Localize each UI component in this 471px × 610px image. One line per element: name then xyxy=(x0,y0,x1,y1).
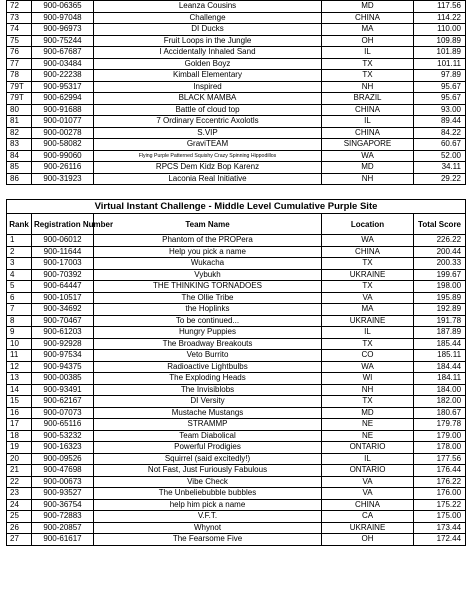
registration-number-cell: 900-93527 xyxy=(32,488,94,500)
registration-number-cell: 900-97534 xyxy=(32,350,94,362)
rank-cell: 10 xyxy=(7,338,32,350)
registration-number-cell: 900-09526 xyxy=(32,453,94,465)
location-cell: WA xyxy=(322,150,414,162)
total-score-cell: 175.22 xyxy=(414,499,466,511)
table-row xyxy=(7,1,466,13)
rank-cell: 19 xyxy=(7,442,32,454)
rank-cell: 17 xyxy=(7,419,32,431)
team-name-cell: Flying Purple Patterned Squishy Crazy Spinning Hippodillos xyxy=(94,150,322,162)
location-cell: UKRAINE xyxy=(322,269,414,281)
total-score-cell: 226.22 xyxy=(414,235,466,247)
table-row xyxy=(7,292,466,304)
total-score-cell: 179.00 xyxy=(414,430,466,442)
header-registration-number: Registration Number xyxy=(32,214,94,235)
total-score-cell: 175.00 xyxy=(414,511,466,523)
team-name-cell: Leanza Cousins xyxy=(94,1,322,13)
location-cell: MD xyxy=(322,162,414,174)
table-row xyxy=(7,127,466,139)
location-cell: VA xyxy=(322,488,414,500)
registration-number-cell: 900-11644 xyxy=(32,246,94,258)
total-score-cell: 114.22 xyxy=(414,12,466,24)
team-name-cell: Vybukh xyxy=(94,269,322,281)
team-name-cell: THE THINKING TORNADOES xyxy=(94,281,322,293)
total-score-cell: 109.89 xyxy=(414,35,466,47)
table-row xyxy=(7,162,466,174)
registration-number-cell: 900-16323 xyxy=(32,442,94,454)
registration-number-cell: 900-03484 xyxy=(32,58,94,70)
table-row xyxy=(7,476,466,488)
team-name-cell: STRAMMP xyxy=(94,419,322,431)
location-cell: TX xyxy=(322,338,414,350)
registration-number-cell: 900-07073 xyxy=(32,407,94,419)
rank-cell: 86 xyxy=(7,173,32,185)
registration-number-cell: 900-22238 xyxy=(32,70,94,82)
team-name-cell: V.F.T. xyxy=(94,511,322,523)
rank-cell: 74 xyxy=(7,24,32,36)
rank-cell: 79T xyxy=(7,81,32,93)
team-name-cell: 7 Ordinary Eccentric Axolotls xyxy=(94,116,322,128)
team-name-cell: Squirrel (said excitedly!) xyxy=(94,453,322,465)
registration-number-cell: 900-00278 xyxy=(32,127,94,139)
team-name-cell: Kimball Elementary xyxy=(94,70,322,82)
total-score-cell: 187.89 xyxy=(414,327,466,339)
location-cell: IL xyxy=(322,47,414,59)
registration-number-cell: 900-99060 xyxy=(32,150,94,162)
rank-cell: 20 xyxy=(7,453,32,465)
total-score-cell: 101.89 xyxy=(414,47,466,59)
rank-cell: 13 xyxy=(7,373,32,385)
rank-cell: 79T xyxy=(7,93,32,105)
rank-cell: 24 xyxy=(7,499,32,511)
registration-number-cell: 900-34692 xyxy=(32,304,94,316)
total-score-cell: 199.67 xyxy=(414,269,466,281)
location-cell: TX xyxy=(322,258,414,270)
registration-number-cell: 900-65116 xyxy=(32,419,94,431)
registration-number-cell: 900-61203 xyxy=(32,327,94,339)
total-score-cell: 117.56 xyxy=(414,1,466,13)
location-cell: UKRAINE xyxy=(322,315,414,327)
registration-number-cell: 900-70467 xyxy=(32,315,94,327)
team-name-cell: GraviTEAM xyxy=(94,139,322,151)
top-results-body xyxy=(7,1,466,185)
rank-cell: 4 xyxy=(7,269,32,281)
total-score-cell: 195.89 xyxy=(414,292,466,304)
location-cell: CHINA xyxy=(322,12,414,24)
rank-cell: 11 xyxy=(7,350,32,362)
top-results-table xyxy=(6,0,466,185)
total-score-cell: 60.67 xyxy=(414,139,466,151)
registration-number-cell: 900-06012 xyxy=(32,235,94,247)
location-cell: MD xyxy=(322,407,414,419)
rank-cell: 2 xyxy=(7,246,32,258)
table-row xyxy=(7,235,466,247)
table-title: Virtual Instant Challenge - Middle Level Cumulative Purple Site xyxy=(7,200,466,214)
team-name-cell: Powerful Prodigies xyxy=(94,442,322,454)
table-row xyxy=(7,70,466,82)
rank-cell: 75 xyxy=(7,35,32,47)
table-row xyxy=(7,465,466,477)
location-cell: CHINA xyxy=(322,104,414,116)
total-score-cell: 184.00 xyxy=(414,384,466,396)
team-name-cell: DI Versity xyxy=(94,396,322,408)
team-name-cell: The Exploding Heads xyxy=(94,373,322,385)
team-name-cell: Fruit Loops in the Jungle xyxy=(94,35,322,47)
registration-number-cell: 900-75244 xyxy=(32,35,94,47)
rank-cell: 12 xyxy=(7,361,32,373)
total-score-cell: 95.67 xyxy=(414,81,466,93)
location-cell: MA xyxy=(322,304,414,316)
total-score-cell: 192.89 xyxy=(414,304,466,316)
table-row xyxy=(7,315,466,327)
team-name-cell: Golden Boyz xyxy=(94,58,322,70)
team-name-cell: Phantom of the PROPera xyxy=(94,235,322,247)
rank-cell: 73 xyxy=(7,12,32,24)
registration-number-cell: 900-95317 xyxy=(32,81,94,93)
total-score-cell: 200.33 xyxy=(414,258,466,270)
location-cell: SINGAPORE xyxy=(322,139,414,151)
location-cell: IL xyxy=(322,116,414,128)
total-score-cell: 185.44 xyxy=(414,338,466,350)
rank-cell: 22 xyxy=(7,476,32,488)
location-cell: CO xyxy=(322,350,414,362)
team-name-cell: Challenge xyxy=(94,12,322,24)
rank-cell: 16 xyxy=(7,407,32,419)
location-cell: WA xyxy=(322,235,414,247)
registration-number-cell: 900-53232 xyxy=(32,430,94,442)
location-cell: NE xyxy=(322,419,414,431)
total-score-cell: 29.22 xyxy=(414,173,466,185)
location-cell: BRAZIL xyxy=(322,93,414,105)
team-name-cell: DI Ducks xyxy=(94,24,322,36)
table-row xyxy=(7,327,466,339)
table-row xyxy=(7,350,466,362)
team-name-cell: the Hoplinks xyxy=(94,304,322,316)
registration-number-cell: 900-26116 xyxy=(32,162,94,174)
table-row xyxy=(7,396,466,408)
total-score-cell: 184.11 xyxy=(414,373,466,385)
table-row xyxy=(7,453,466,465)
registration-number-cell: 900-00673 xyxy=(32,476,94,488)
registration-number-cell: 900-96973 xyxy=(32,24,94,36)
table-row xyxy=(7,93,466,105)
table-row xyxy=(7,384,466,396)
registration-number-cell: 900-31923 xyxy=(32,173,94,185)
total-score-cell: 101.11 xyxy=(414,58,466,70)
rank-cell: 7 xyxy=(7,304,32,316)
location-cell: NE xyxy=(322,430,414,442)
registration-number-cell: 900-01077 xyxy=(32,116,94,128)
registration-number-cell: 900-47698 xyxy=(32,465,94,477)
location-cell: WA xyxy=(322,361,414,373)
location-cell: NH xyxy=(322,173,414,185)
table-row xyxy=(7,269,466,281)
total-score-cell: 93.00 xyxy=(414,104,466,116)
location-cell: VA xyxy=(322,292,414,304)
total-score-cell: 176.22 xyxy=(414,476,466,488)
team-name-cell: Inspired xyxy=(94,81,322,93)
total-score-cell: 89.44 xyxy=(414,116,466,128)
team-name-cell: Not Fast, Just Furiously Fabulous xyxy=(94,465,322,477)
table-row xyxy=(7,499,466,511)
location-cell: CHINA xyxy=(322,499,414,511)
table-row xyxy=(7,419,466,431)
rank-cell: 6 xyxy=(7,292,32,304)
table-row xyxy=(7,361,466,373)
registration-number-cell: 900-72883 xyxy=(32,511,94,523)
registration-number-cell: 900-58082 xyxy=(32,139,94,151)
header-team-name: Team Name xyxy=(94,214,322,235)
rank-cell: 9 xyxy=(7,327,32,339)
rank-cell: 76 xyxy=(7,47,32,59)
total-score-cell: 176.44 xyxy=(414,465,466,477)
table-row xyxy=(7,442,466,454)
table-row xyxy=(7,511,466,523)
total-score-cell: 184.44 xyxy=(414,361,466,373)
registration-number-cell: 900-92928 xyxy=(32,338,94,350)
location-cell: VA xyxy=(322,476,414,488)
location-cell: OH xyxy=(322,534,414,546)
total-score-cell: 198.00 xyxy=(414,281,466,293)
rank-cell: 85 xyxy=(7,162,32,174)
table-row xyxy=(7,35,466,47)
registration-number-cell: 900-97048 xyxy=(32,12,94,24)
total-score-cell: 97.89 xyxy=(414,70,466,82)
rank-cell: 1 xyxy=(7,235,32,247)
location-cell: MD xyxy=(322,1,414,13)
location-cell: TX xyxy=(322,70,414,82)
location-cell: OH xyxy=(322,35,414,47)
rank-cell: 26 xyxy=(7,522,32,534)
team-name-cell: BLACK MAMBA xyxy=(94,93,322,105)
rank-cell: 84 xyxy=(7,150,32,162)
total-score-cell: 179.78 xyxy=(414,419,466,431)
rank-cell: 3 xyxy=(7,258,32,270)
table-row xyxy=(7,534,466,546)
rank-cell: 25 xyxy=(7,511,32,523)
rank-cell: 78 xyxy=(7,70,32,82)
registration-number-cell: 900-17003 xyxy=(32,258,94,270)
table-row xyxy=(7,373,466,385)
team-name-cell: Wukacha xyxy=(94,258,322,270)
table-row xyxy=(7,407,466,419)
location-cell: MA xyxy=(322,24,414,36)
team-name-cell: Veto Burrito xyxy=(94,350,322,362)
table-header-row xyxy=(7,214,466,235)
header-total-score: Total Score xyxy=(414,214,466,235)
rank-cell: 80 xyxy=(7,104,32,116)
registration-number-cell: 900-62994 xyxy=(32,93,94,105)
table-row xyxy=(7,116,466,128)
registration-number-cell: 900-70392 xyxy=(32,269,94,281)
table-row xyxy=(7,24,466,36)
team-name-cell: Vibe Check xyxy=(94,476,322,488)
table-row xyxy=(7,304,466,316)
team-name-cell: Hungry Puppies xyxy=(94,327,322,339)
table-row xyxy=(7,58,466,70)
registration-number-cell: 900-20857 xyxy=(32,522,94,534)
team-name-cell: To be continued... xyxy=(94,315,322,327)
total-score-cell: 173.44 xyxy=(414,522,466,534)
registration-number-cell: 900-36754 xyxy=(32,499,94,511)
table-row xyxy=(7,258,466,270)
rank-cell: 14 xyxy=(7,384,32,396)
registration-number-cell: 900-10517 xyxy=(32,292,94,304)
team-name-cell: Radioactive Lightbulbs xyxy=(94,361,322,373)
total-score-cell: 191.78 xyxy=(414,315,466,327)
location-cell: NH xyxy=(322,384,414,396)
location-cell: TX xyxy=(322,281,414,293)
team-name-cell: The Ollie Tribe xyxy=(94,292,322,304)
team-name-cell: The Fearsome Five xyxy=(94,534,322,546)
registration-number-cell: 900-91688 xyxy=(32,104,94,116)
header-rank: Rank xyxy=(7,214,32,235)
registration-number-cell: 900-06365 xyxy=(32,1,94,13)
location-cell: CHINA xyxy=(322,246,414,258)
team-name-cell: The Broadway Breakouts xyxy=(94,338,322,350)
rank-cell: 8 xyxy=(7,315,32,327)
total-score-cell: 84.22 xyxy=(414,127,466,139)
location-cell: TX xyxy=(322,58,414,70)
location-cell: CA xyxy=(322,511,414,523)
table-title-row xyxy=(7,200,466,214)
rank-cell: 21 xyxy=(7,465,32,477)
team-name-cell: Laconia Real Initiative xyxy=(94,173,322,185)
team-name-cell: Help you pick a name xyxy=(94,246,322,258)
rank-cell: 23 xyxy=(7,488,32,500)
purple-site-results-body xyxy=(7,235,466,546)
location-cell: CHINA xyxy=(322,127,414,139)
team-name-cell: Battle of cloud top xyxy=(94,104,322,116)
total-score-cell: 182.00 xyxy=(414,396,466,408)
total-score-cell: 95.67 xyxy=(414,93,466,105)
total-score-cell: 185.11 xyxy=(414,350,466,362)
total-score-cell: 177.56 xyxy=(414,453,466,465)
location-cell: WI xyxy=(322,373,414,385)
team-name-cell: The Invisiblobs xyxy=(94,384,322,396)
table-row xyxy=(7,81,466,93)
rank-cell: 72 xyxy=(7,1,32,13)
table-row xyxy=(7,12,466,24)
team-name-cell: The Unbeliebubble bubbles xyxy=(94,488,322,500)
registration-number-cell: 900-61617 xyxy=(32,534,94,546)
registration-number-cell: 900-93491 xyxy=(32,384,94,396)
total-score-cell: 176.00 xyxy=(414,488,466,500)
rank-cell: 15 xyxy=(7,396,32,408)
location-cell: ONTARIO xyxy=(322,442,414,454)
section-gap xyxy=(0,185,471,199)
registration-number-cell: 900-00385 xyxy=(32,373,94,385)
table-row xyxy=(7,139,466,151)
rank-cell: 18 xyxy=(7,430,32,442)
total-score-cell: 180.67 xyxy=(414,407,466,419)
total-score-cell: 172.44 xyxy=(414,534,466,546)
location-cell: UKRAINE xyxy=(322,522,414,534)
total-score-cell: 110.00 xyxy=(414,24,466,36)
purple-site-results-table xyxy=(6,199,466,546)
location-cell: ONTARIO xyxy=(322,465,414,477)
rank-cell: 77 xyxy=(7,58,32,70)
registration-number-cell: 900-67687 xyxy=(32,47,94,59)
rank-cell: 5 xyxy=(7,281,32,293)
rank-cell: 83 xyxy=(7,139,32,151)
table-row xyxy=(7,150,466,162)
rank-cell: 27 xyxy=(7,534,32,546)
rank-cell: 81 xyxy=(7,116,32,128)
team-name-cell: RPCS Dem Kidz Bop Karenz xyxy=(94,162,322,174)
table-row xyxy=(7,430,466,442)
table-row xyxy=(7,173,466,185)
total-score-cell: 200.44 xyxy=(414,246,466,258)
team-name-cell: Team Diabolical xyxy=(94,430,322,442)
location-cell: TX xyxy=(322,396,414,408)
location-cell: NH xyxy=(322,81,414,93)
team-name-cell: Whynot xyxy=(94,522,322,534)
team-name-cell: help him pick a name xyxy=(94,499,322,511)
total-score-cell: 178.00 xyxy=(414,442,466,454)
location-cell: IL xyxy=(322,327,414,339)
table-row xyxy=(7,281,466,293)
location-cell: IL xyxy=(322,453,414,465)
total-score-cell: 52.00 xyxy=(414,150,466,162)
header-location: Location xyxy=(322,214,414,235)
registration-number-cell: 900-62167 xyxy=(32,396,94,408)
table-row xyxy=(7,488,466,500)
registration-number-cell: 900-94375 xyxy=(32,361,94,373)
table-row xyxy=(7,104,466,116)
table-row xyxy=(7,47,466,59)
rank-cell: 82 xyxy=(7,127,32,139)
team-name-cell: Mustache Mustangs xyxy=(94,407,322,419)
table-row xyxy=(7,246,466,258)
team-name-cell: S.VIP xyxy=(94,127,322,139)
total-score-cell: 34.11 xyxy=(414,162,466,174)
table-row xyxy=(7,522,466,534)
registration-number-cell: 900-64447 xyxy=(32,281,94,293)
table-row xyxy=(7,338,466,350)
team-name-cell: I Accidentally Inhaled Sand xyxy=(94,47,322,59)
